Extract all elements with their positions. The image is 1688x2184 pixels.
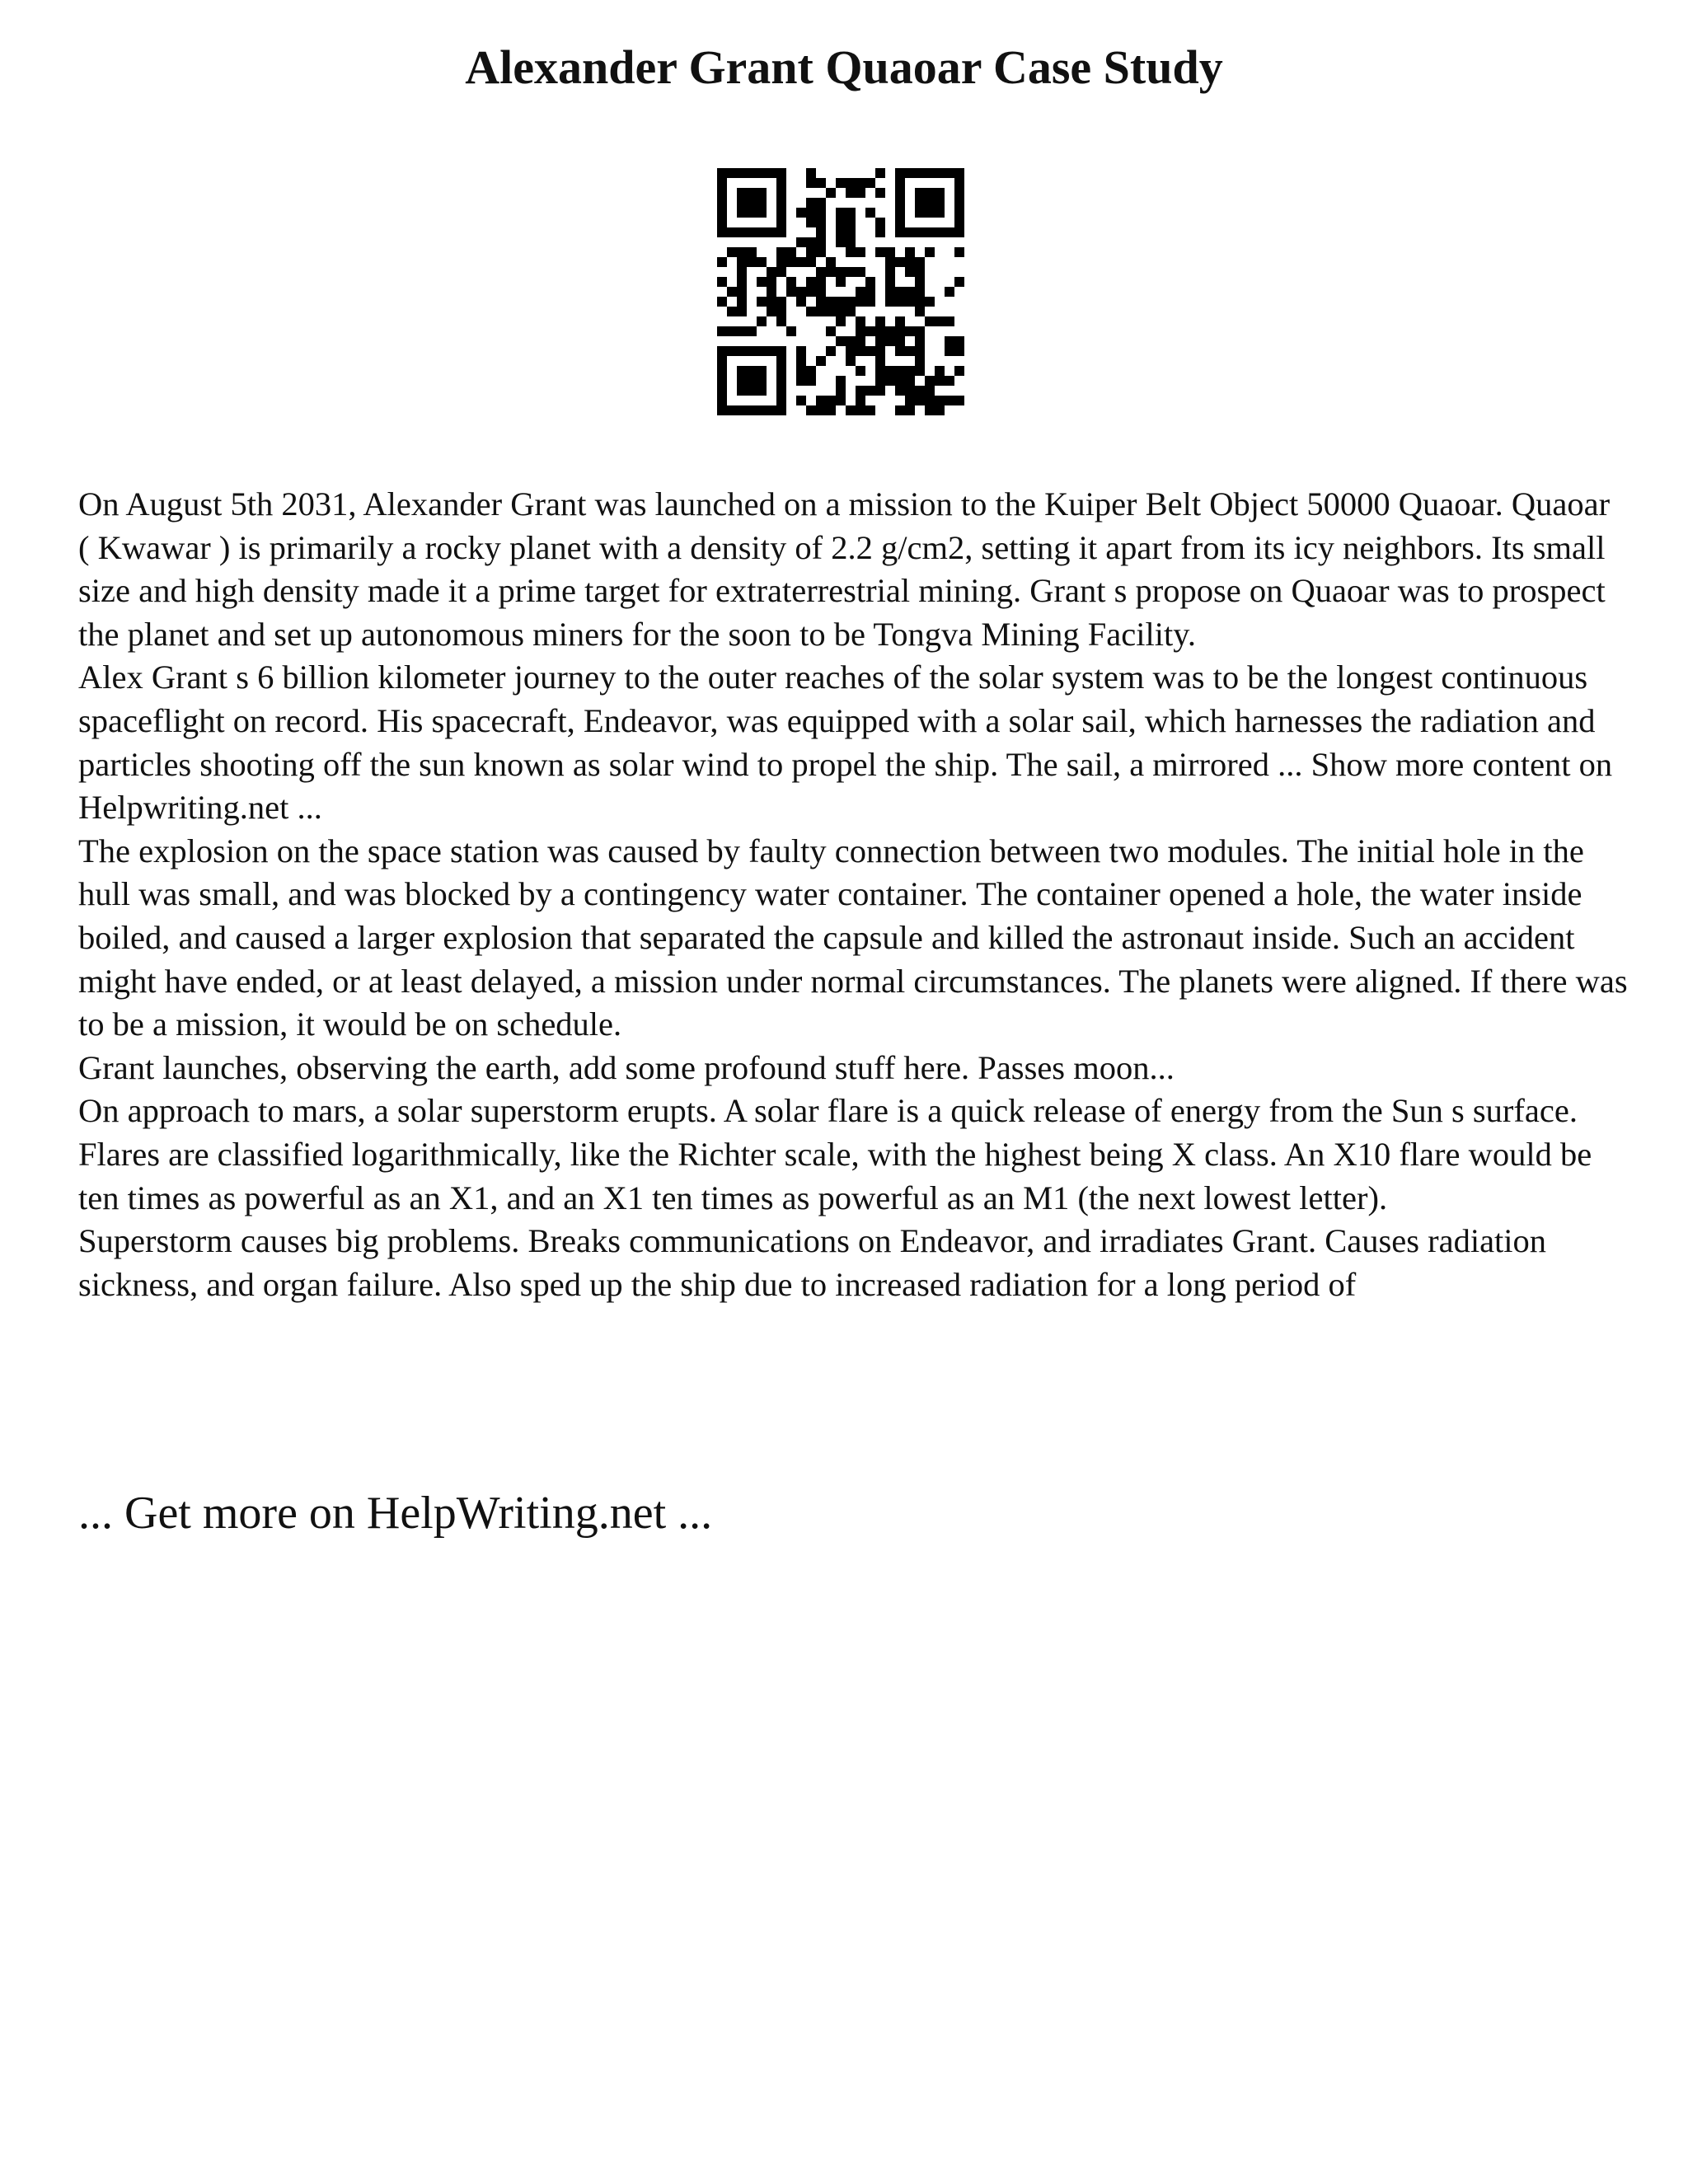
paragraph: Superstorm causes big problems. Breaks communications on Endeavor, and irradiates Grant. Causes radiation sickness, and organ failure. Also sped up the ship due to increased radiation for a long period of [78, 1222, 1547, 1303]
qr-code-icon [717, 168, 964, 415]
paragraph: The explosion on the space station was caused by faulty connection between two modules. The initial hole in the hull was small, and was blocked by a contingency water container. The container opened a hole, the water inside boiled, and caused a larger explosion that separated the capsule and killed the astronaut inside. Such an accident might have ended, or at least delayed, a mission under normal circumstances. The planets were aligned. If there was to be a mission, it would be on schedule. [78, 832, 1628, 1043]
document-title: Alexander Grant Quaoar Case Study [465, 40, 1223, 94]
article-body [78, 483, 1628, 1306]
paragraph: Grant launches, observing the earth, add some profound stuff here. Passes moon... [78, 1048, 1175, 1086]
paragraph: On August 5th 2031, Alexander Grant was launched on a mission to the Kuiper Belt Object 50000 Quaoar. Quaoar ( Kwawar ) is primarily a rocky planet with a density of 2.2 g/cm2, setting it apart from its icy neighbors. Its small size and high density made it a prime target for extraterrestrial mining. Grant s propose on Quaoar was to prospect the planet and set up autonomous miners for the soon to be Tongva Mining Facility. [78, 485, 1611, 653]
get-more-link[interactable]: ... Get more on HelpWriting.net ... [78, 1488, 713, 1539]
paragraph: Alex Grant s 6 billion kilometer journey to the outer reaches of the solar system was to be the longest continuous spaceflight on record. His spacecraft, Endeavor, was equipped with a solar sail, which harnesses the radiation and particles shooting off the sun known as solar wind to propel the ship. The sail, a mirrored ... Show more content on Helpwriting.net ... [78, 658, 1613, 827]
paragraph: On approach to mars, a solar superstorm erupts. A solar flare is a quick release of energy from the Sun s surface. Flares are classified logarithmically, like the Richter scale, with the highest being X class. An X10 flare would be ten times as powerful as an X1, and an X1 ten times as powerful as an M1 (the next lowest letter). [78, 1092, 1592, 1216]
